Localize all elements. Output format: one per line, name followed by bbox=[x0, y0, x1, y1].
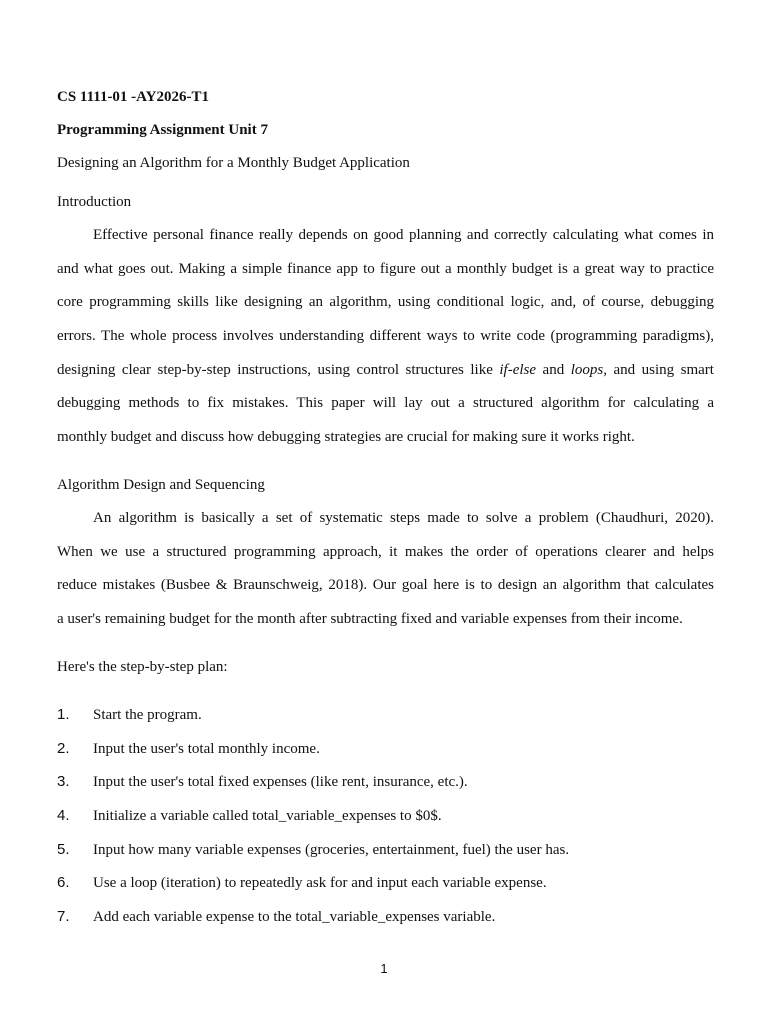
intro-line-text: designing clear step-by-step instructions, using control structures like bbox=[57, 362, 500, 378]
list-number: 1. bbox=[57, 706, 70, 723]
intro-line-text: and bbox=[536, 362, 571, 378]
list-number: 6. bbox=[57, 874, 70, 891]
intro-paragraph-line: errors. The whole process involves understanding different ways to write code (programming paradigms), bbox=[57, 328, 714, 344]
italic-term-if-else: if-else bbox=[499, 362, 537, 378]
list-item bbox=[57, 841, 569, 859]
list-text: Use a loop (iteration) to repeatedly ask for and input each variable expense. bbox=[93, 875, 547, 891]
list-number: 5. bbox=[57, 841, 70, 858]
algorithm-paragraph-line: a user's remaining budget for the month after subtracting fixed and variable expenses from their income. bbox=[57, 611, 683, 627]
intro-paragraph-line: monthly budget and discuss how debugging strategies are crucial for making sure it works right. bbox=[57, 429, 635, 445]
list-number: 3. bbox=[57, 773, 70, 790]
list-item bbox=[57, 740, 320, 758]
list-number: 2. bbox=[57, 740, 70, 757]
intro-paragraph-line: and what goes out. Making a simple finance app to figure out a monthly budget is a great way to practice bbox=[57, 261, 714, 277]
list-text: Input the user's total fixed expenses (like rent, insurance, etc.). bbox=[93, 774, 468, 790]
algorithm-paragraph-line: reduce mistakes (Busbee & Braunschweig, 2018). Our goal here is to design an algorithm that calculates bbox=[57, 577, 714, 593]
course-code: CS 1111-01 -AY2026-T1 bbox=[57, 89, 209, 105]
list-item bbox=[57, 908, 495, 926]
assignment-title: Programming Assignment Unit 7 bbox=[57, 122, 268, 138]
list-item bbox=[57, 773, 468, 791]
italic-term-loops: loops bbox=[570, 362, 604, 378]
list-number: 7. bbox=[57, 908, 70, 925]
list-item bbox=[57, 807, 442, 825]
algorithm-paragraph-line: When we use a structured programming approach, it makes the order of operations clearer and helps bbox=[57, 544, 714, 560]
list-text: Add each variable expense to the total_variable_expenses variable. bbox=[93, 909, 496, 925]
list-item bbox=[57, 706, 202, 724]
list-text: Start the program. bbox=[93, 707, 202, 723]
intro-paragraph-line bbox=[57, 361, 714, 379]
intro-paragraph-line: core programming skills like designing an algorithm, using conditional logic, and, of course, debugging bbox=[57, 294, 714, 310]
paper-title: Designing an Algorithm for a Monthly Budget Application bbox=[57, 155, 410, 171]
list-text: Input how many variable expenses (groceries, entertainment, fuel) the user has. bbox=[93, 842, 570, 858]
intro-paragraph-line: debugging methods to fix mistakes. This paper will lay out a structured algorithm for calculating a bbox=[57, 395, 714, 411]
list-item bbox=[57, 874, 547, 892]
page-number: 1 bbox=[380, 961, 388, 976]
algorithm-paragraph-line: An algorithm is basically a set of systematic steps made to solve a problem (Chaudhuri, 2020). bbox=[93, 510, 714, 526]
plan-label: Here's the step-by-step plan: bbox=[57, 659, 228, 675]
list-text: Input the user's total monthly income. bbox=[93, 741, 320, 757]
algorithm-heading: Algorithm Design and Sequencing bbox=[57, 477, 265, 493]
list-text: Initialize a variable called total_variable_expenses to $0$. bbox=[93, 808, 442, 824]
introduction-heading: Introduction bbox=[57, 194, 132, 210]
intro-paragraph-line: Effective personal finance really depends on good planning and correctly calculating what comes in bbox=[93, 227, 714, 243]
intro-line-text: , and using smart bbox=[603, 362, 714, 378]
list-number: 4. bbox=[57, 807, 70, 824]
